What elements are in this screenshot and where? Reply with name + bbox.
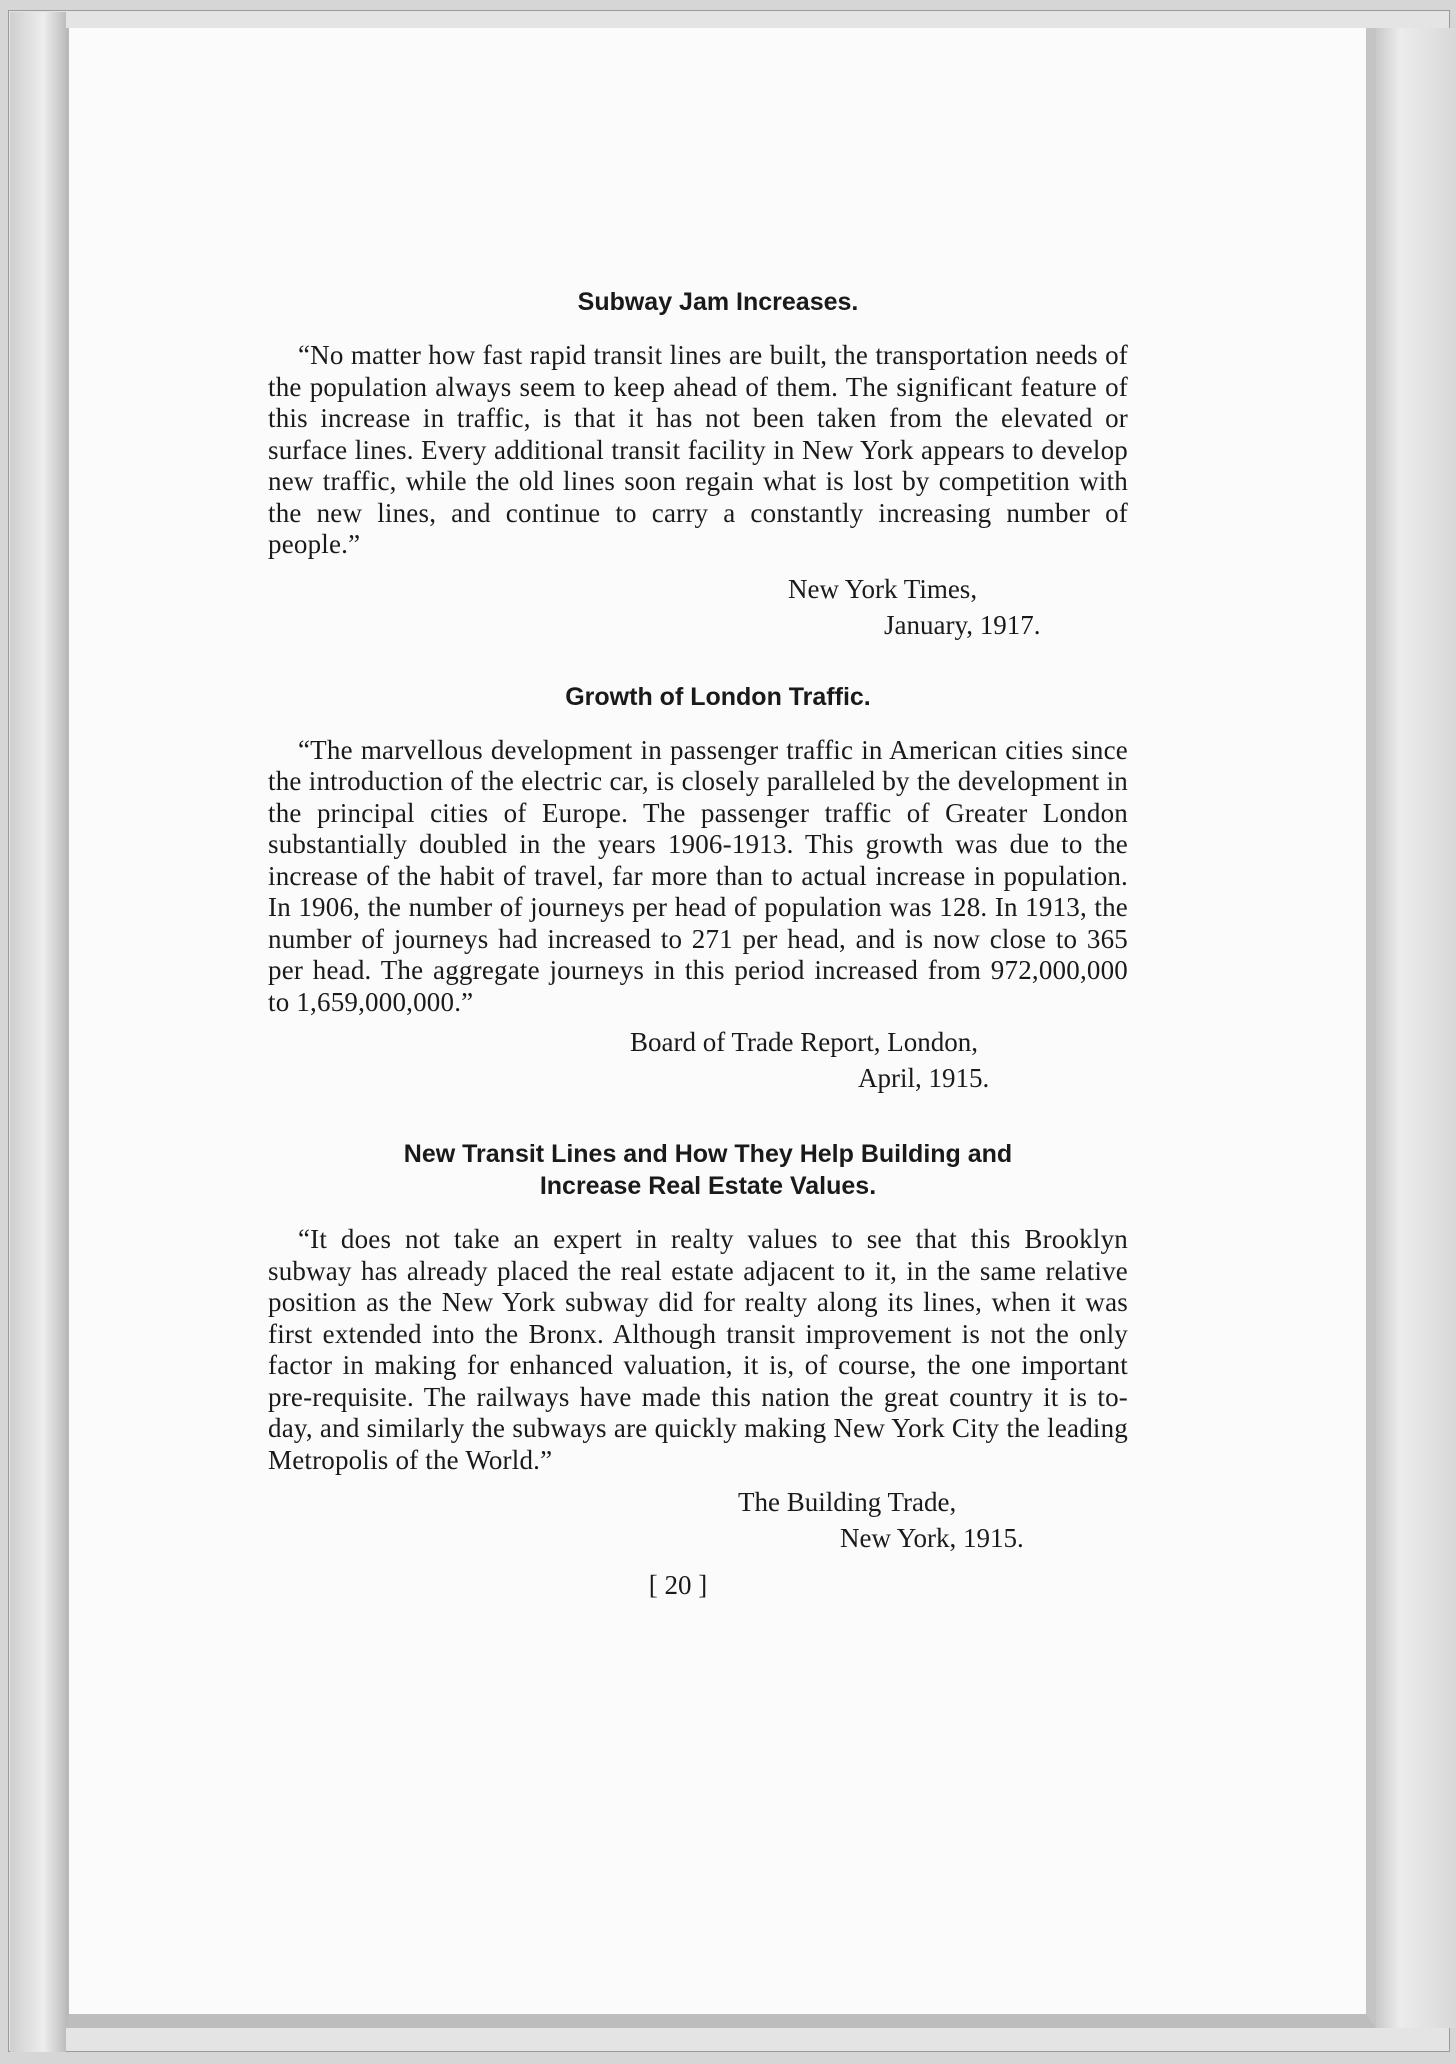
heading-line: New Transit Lines and How They Help Building and	[403, 1140, 1013, 1168]
section-heading	[288, 1138, 1128, 1202]
quote-paragraph: “No matter how fast rapid transit lines are built, the transportation needs of the population always seem to keep ahead of them. The significant feature of this increase in traffic, is that it has not been taken from the elevated or surface lines. Every additional transit facility in New York appears to develop new traffic, while the old lines soon regain what is lost by competition with the new lines, and continue to carry a constantly increasing number of people.”	[268, 340, 1128, 559]
attribution-line: New York Times,	[788, 573, 978, 604]
attribution	[268, 1484, 1128, 1556]
attribution-line: The Building Trade,	[738, 1487, 957, 1517]
section-heading: Growth of London Traffic.	[565, 682, 871, 711]
heading-line: Increase Real Estate Values.	[539, 1172, 877, 1200]
quote-paragraph: “The marvellous development in passenger traffic in American cities since the introduction of the electric car, is closely paralleled by the development in the principal cities of Europe. The passenger traffic of Greater London substantially doubled in the years 1906-1913. This growth was due to the increase of the habit of travel, far more than to actual increase in population. In 1906, the number of journeys per head of population was 128. In 1913, the number of journeys had increased to 271 per head, and is now close to 365 per head. The aggregate journeys in this period increased from 972,000,000 to 1,659,000,000.”	[268, 734, 1128, 1017]
page-edge	[1376, 28, 1456, 2028]
attribution-line: April, 1915.	[858, 1063, 990, 1093]
page-number: [ 20 ]	[648, 1570, 708, 1600]
attribution-line: January, 1917.	[884, 609, 1041, 640]
attribution	[268, 1024, 1128, 1096]
attribution-line: Board of Trade Report, London,	[630, 1027, 978, 1057]
section-heading: Subway Jam Increases.	[577, 288, 859, 316]
attribution	[268, 571, 1128, 643]
attribution-line: New York, 1915.	[840, 1523, 1024, 1553]
page-content	[268, 286, 1128, 1601]
book-spine	[10, 12, 66, 2052]
quote-paragraph: “It does not take an expert in realty values to see that this Brooklyn subway has already placed the real estate adjacent to it, in the same relative position as the New York subway did for realty along its lines, when it was first extended into the Bronx. Although transit improvement is not the only factor in making for enhanced valuation, it is, of course, the one important pre-requisite. The railways have made this nation the great country it is to-day, and similarly the subways are quickly making New York City the leading Metropolis of the World.”	[268, 1224, 1128, 1475]
